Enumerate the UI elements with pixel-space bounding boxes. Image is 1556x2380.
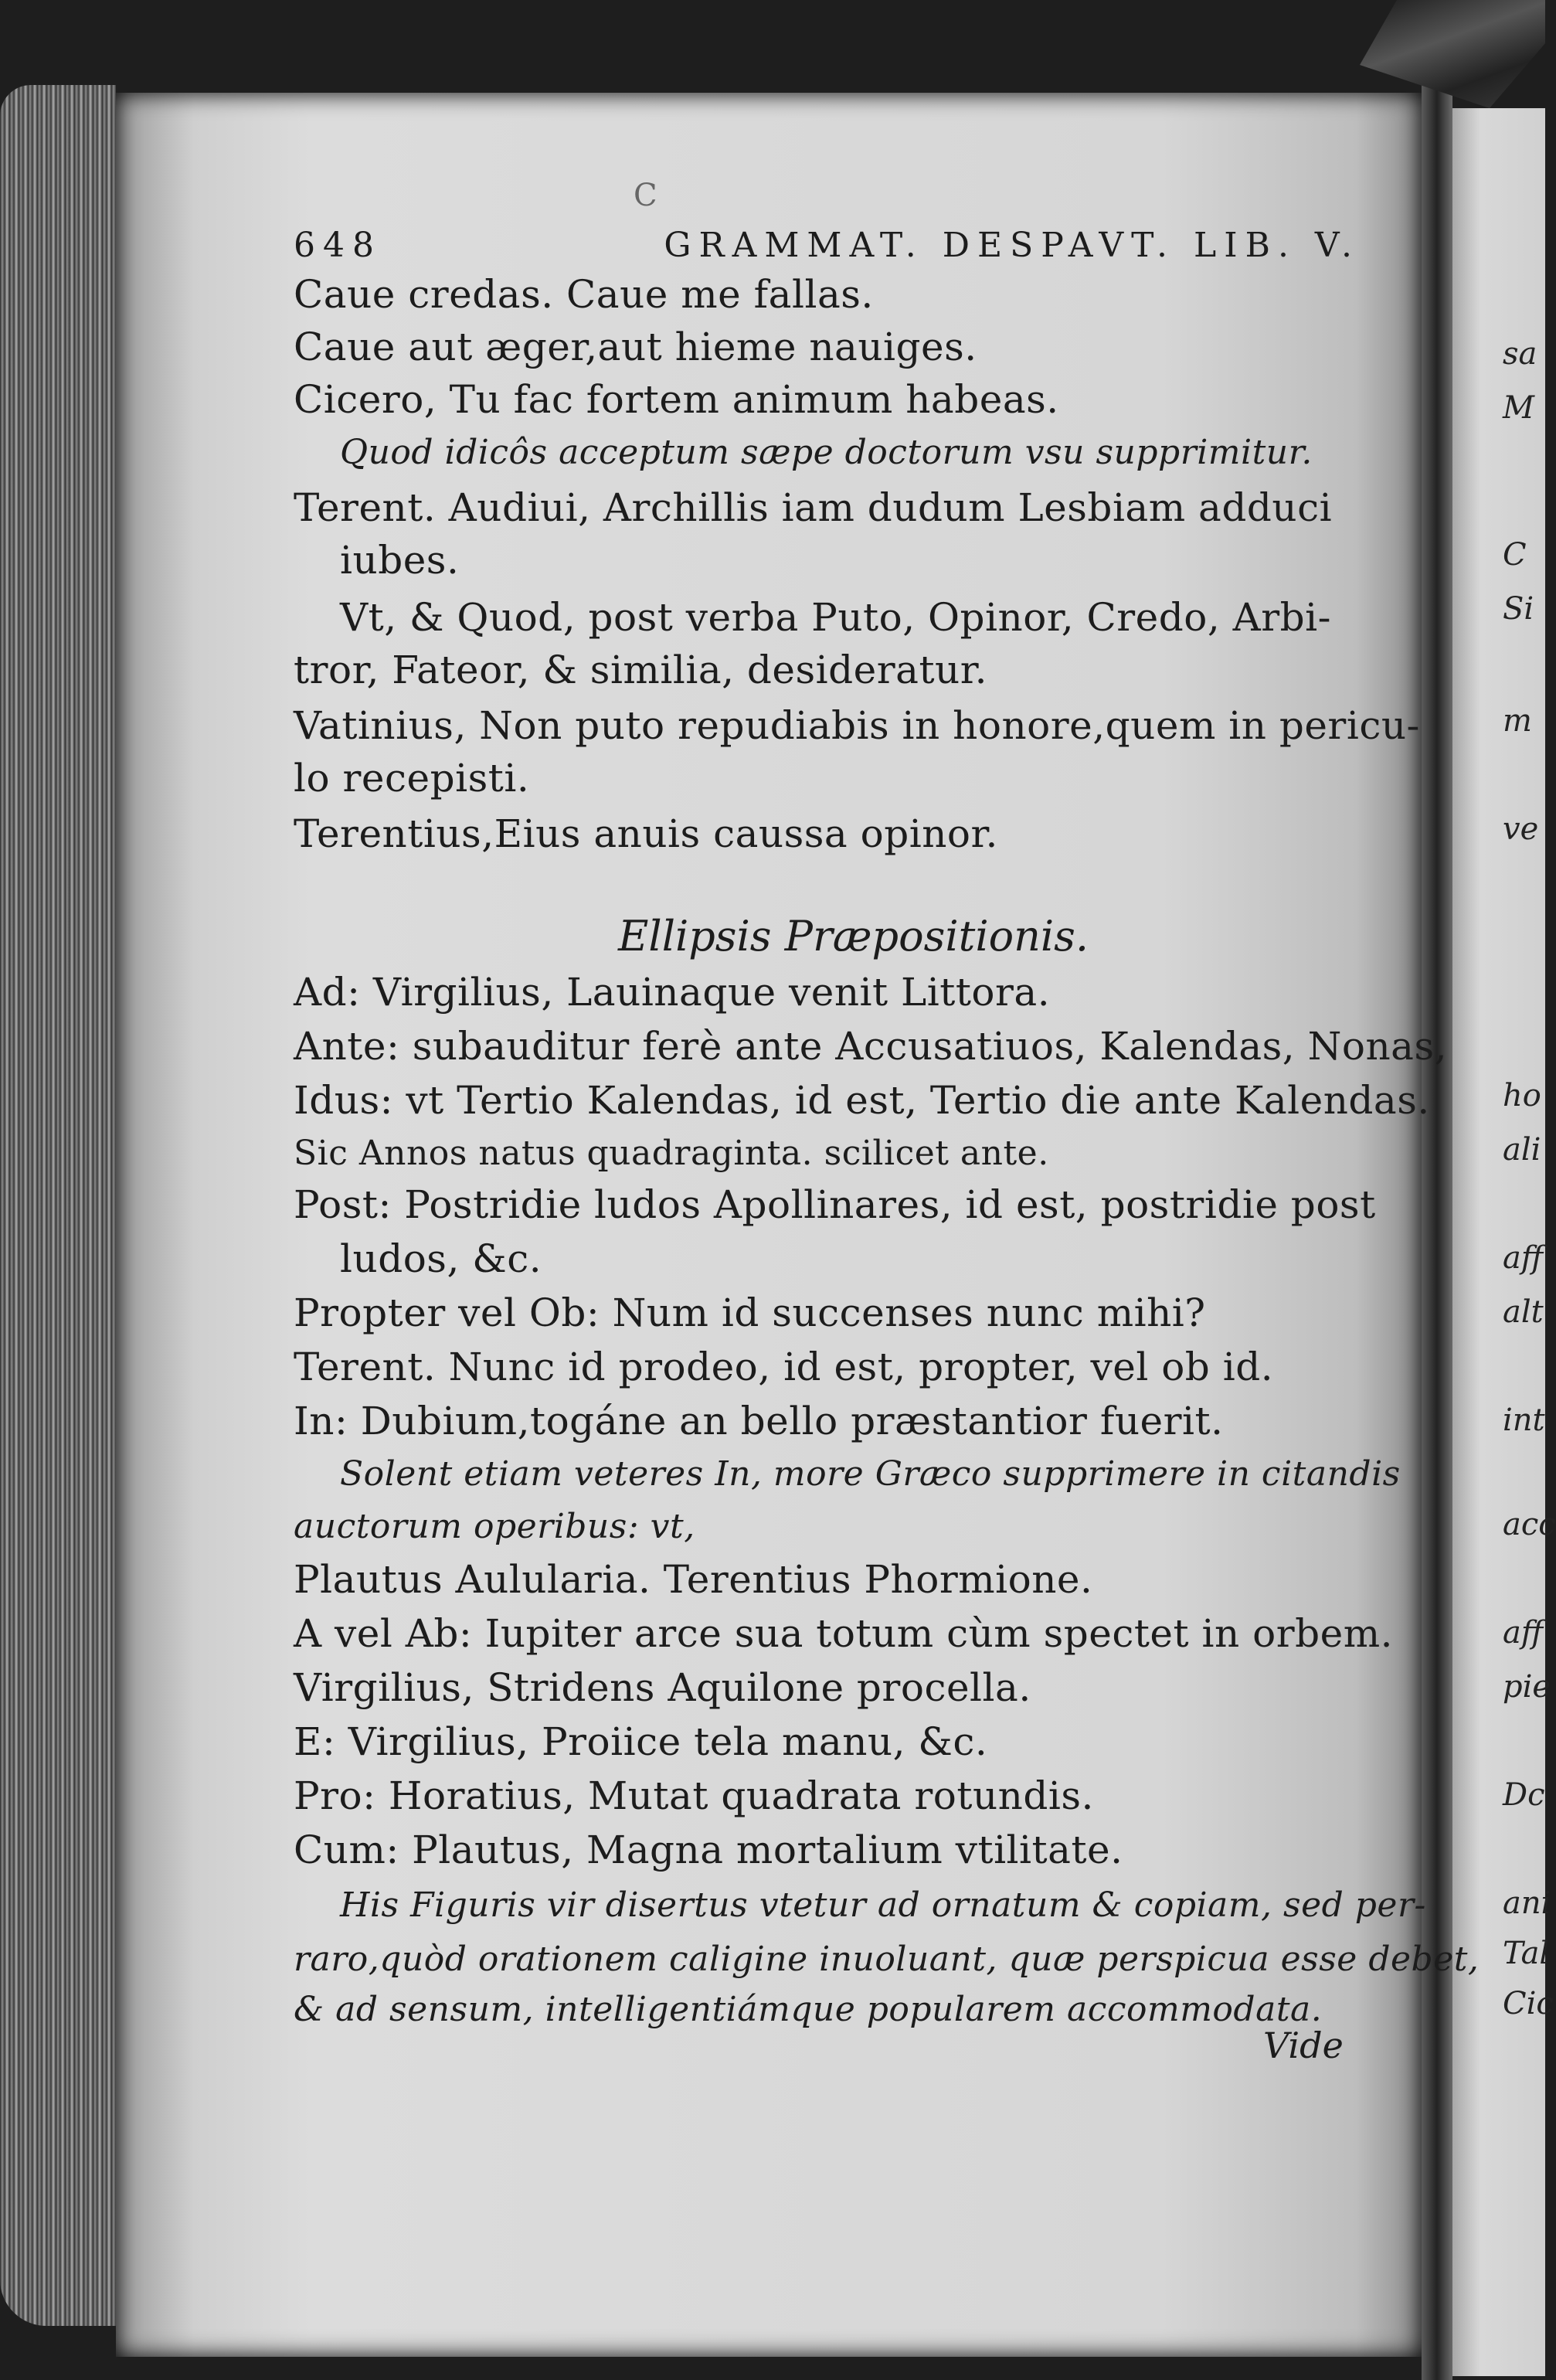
- text-line: lo recepisti.: [294, 756, 530, 801]
- text-line: E: Virgilius, Proiice tela manu, &c.: [294, 1719, 988, 1764]
- text-line: Solent etiam veteres In, more Græco supprimere in citandis: [340, 1454, 1401, 1494]
- margin-fragment: Dc: [1503, 1777, 1545, 1813]
- section-title: Ellipsis Præpositionis.: [618, 912, 1089, 960]
- margin-fragment: Cic: [1503, 1986, 1554, 2021]
- page-number: 648: [294, 226, 382, 265]
- margin-fragment: C: [1503, 537, 1527, 573]
- margin-fragment: ali: [1503, 1132, 1541, 1168]
- text-line: In: Dubium,togáne an bello præstantior fuerit.: [294, 1399, 1224, 1443]
- text-line: Vt, & Quod, post verba Puto, Opinor, Credo, Arbi-: [340, 595, 1332, 640]
- text-line: tror, Fateor, & similia, desideratur.: [294, 648, 988, 692]
- running-title: GRAMMAT. DESPAVT. LIB. V.: [664, 226, 1360, 265]
- text-line: Idus: vt Tertio Kalendas, id est, Tertio die ante Kalendas.: [294, 1078, 1430, 1123]
- book-gutter: [1422, 77, 1452, 2380]
- text-line: iubes.: [340, 538, 460, 583]
- text-line: Terent. Nunc id prodeo, id est, propter, vel ob id.: [294, 1345, 1274, 1389]
- margin-fragment: aff: [1503, 1615, 1544, 1651]
- text-line: & ad sensum, intelligentiámque popularem accommodata.: [294, 1990, 1323, 2029]
- margin-fragment: pie: [1503, 1669, 1551, 1705]
- text-line: raro,quòd orationem caligine inuoluant, quæ perspicua esse debet,: [294, 1940, 1480, 1979]
- margin-fragment: Si: [1503, 591, 1534, 627]
- text-line: A vel Ab: Iupiter arce sua totum cùm spectet in orbem.: [294, 1611, 1393, 1656]
- ribbon-bookmark: [1360, 0, 1545, 108]
- margin-fragment: ho: [1503, 1078, 1541, 1114]
- text-line: ludos, &c.: [340, 1236, 542, 1281]
- text-line: Caue aut æger,aut hieme nauiges.: [294, 325, 977, 369]
- margin-fragment: ve: [1503, 811, 1539, 847]
- text-line: Caue credas. Caue me fallas.: [294, 272, 874, 317]
- top-mark: C: [634, 178, 657, 213]
- text-line: Ad: Virgilius, Lauinaque venit Littora.: [294, 970, 1051, 1015]
- text-line: auctorum operibus: vt,: [294, 1507, 695, 1546]
- text-line: Sic Annos natus quadraginta. scilicet ante.: [294, 1134, 1049, 1173]
- text-line: His Figuris vir disertus vtetur ad ornatum & copiam, sed per-: [340, 1885, 1426, 1925]
- margin-fragment: Tal: [1503, 1936, 1550, 1971]
- text-line: Plautus Aulularia. Terentius Phormione.: [294, 1557, 1093, 1602]
- text-line: Vatinius, Non puto repudiabis in honore,quem in pericu-: [294, 703, 1420, 748]
- text-line: Pro: Horatius, Mutat quadrata rotundis.: [294, 1773, 1094, 1818]
- margin-fragment: M: [1503, 390, 1534, 426]
- text-line: Quod idicôs acceptum sæpe doctorum vsu supprimitur.: [340, 433, 1313, 472]
- margin-fragment: int: [1503, 1402, 1545, 1438]
- margin-fragment: m: [1503, 703, 1532, 739]
- text-line: Cum: Plautus, Magna mortalium vtilitate.: [294, 1828, 1123, 1872]
- text-line: Ante: subauditur ferè ante Accusatiuos, Kalendas, Nonas,: [294, 1024, 1448, 1069]
- text-line: Terentius,Eius anuis caussa opinor.: [294, 811, 998, 856]
- book-fore-edge: [0, 85, 116, 2326]
- text-line: Post: Postridie ludos Apollinares, id est, postridie post: [294, 1182, 1376, 1227]
- catchword: Vide: [1263, 2025, 1344, 2066]
- text-line: Virgilius, Stridens Aquilone procella.: [294, 1665, 1031, 1710]
- margin-fragment: acc: [1503, 1507, 1556, 1542]
- text-line: Propter vel Ob: Num id succenses nunc mihi?: [294, 1290, 1206, 1335]
- margin-fragment: alt: [1503, 1294, 1544, 1330]
- margin-fragment: sa: [1503, 336, 1537, 372]
- margin-fragment: ani: [1503, 1885, 1551, 1921]
- text-line: Terent. Audiui, Archillis iam dudum Lesbiam adduci: [294, 485, 1333, 530]
- text-line: Cicero, Tu fac fortem animum habeas.: [294, 377, 1059, 422]
- margin-fragment: aff: [1503, 1240, 1544, 1276]
- running-header: [294, 226, 1360, 265]
